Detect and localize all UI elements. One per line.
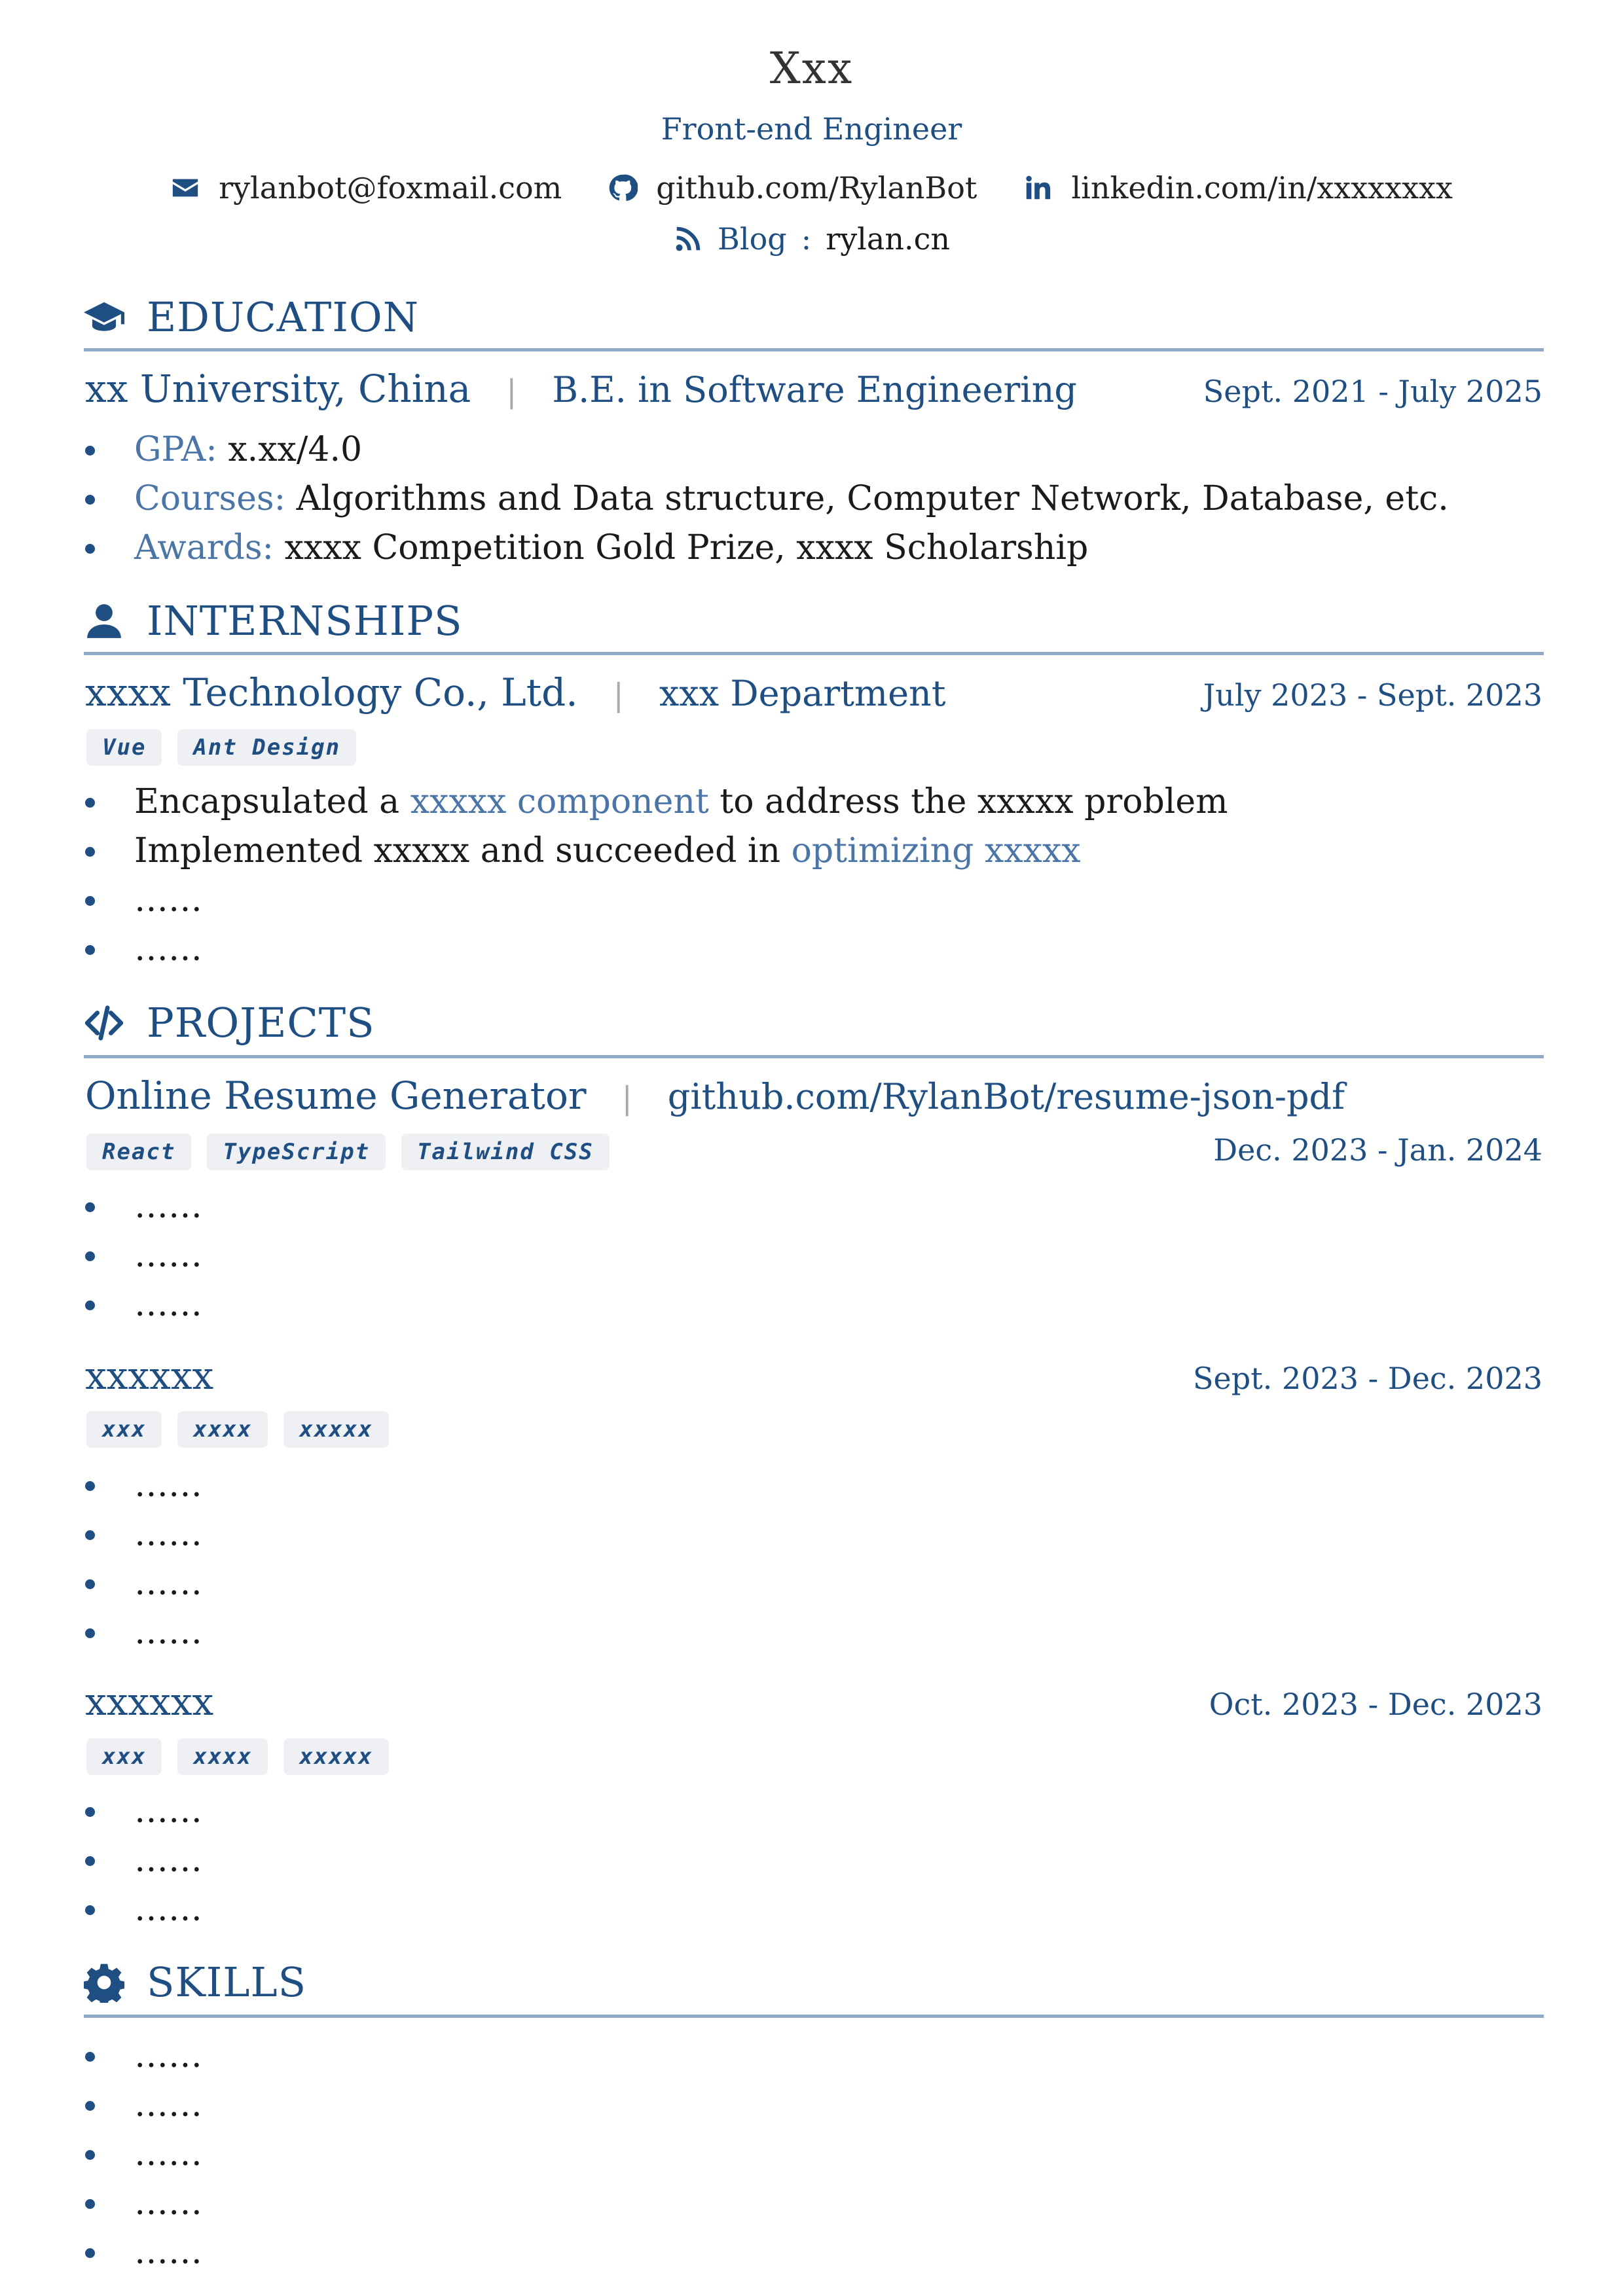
projects-rule [84, 1055, 1544, 1058]
internships-heading [84, 597, 1544, 645]
project-entry [85, 1073, 1542, 1118]
list-item: …… [85, 1510, 1542, 1559]
education-entry [85, 367, 1542, 411]
tech-tag: TypeScript [207, 1134, 386, 1170]
rss-icon [673, 224, 703, 254]
blog-separator: : [801, 221, 812, 257]
department: xxx Department [659, 673, 946, 714]
job-title: Front-end Engineer [661, 111, 962, 147]
degree: B.E. in Software Engineering [552, 369, 1077, 410]
project-list [85, 1461, 1542, 1657]
contact-linkedin[interactable] [1023, 170, 1453, 206]
list-item: …… [85, 1608, 1542, 1657]
linkedin-icon [1023, 173, 1053, 203]
blog-label: Blog [718, 221, 787, 257]
gear-icon [84, 1962, 124, 2003]
project-date: Dec. 2023 - Jan. 2024 [1213, 1132, 1542, 1168]
item-text: Algorithms and Data structure, Computer Network, Database, etc. [296, 479, 1449, 518]
list-item: …… [85, 2081, 1542, 2130]
project-tags [86, 1411, 389, 1448]
code-icon [84, 1003, 124, 1043]
project-date-row [85, 1132, 1542, 1168]
education-title: EDUCATION [147, 293, 419, 341]
item-text: xxxx Competition Gold Prize, xxxx Scholarship [284, 528, 1089, 567]
candidate-name: Xxx [769, 43, 854, 94]
list-item [85, 925, 1542, 974]
skills-list [85, 2032, 1542, 2277]
project-entry [85, 1679, 1542, 1724]
company-name: xxxx Technology Co., Ltd. [85, 670, 578, 715]
envelope-icon [170, 173, 200, 203]
tech-tag: xxx [86, 1411, 162, 1448]
tech-tag: xxxxx [283, 1411, 388, 1448]
internship-list [85, 778, 1542, 974]
separator: | [506, 373, 517, 410]
list-item [85, 425, 1542, 475]
project-tags [86, 1738, 389, 1775]
list-item: …… [85, 1461, 1542, 1510]
internship-tags [86, 729, 356, 766]
project-link[interactable]: github.com/RylanBot/resume-json-pdf [667, 1076, 1345, 1117]
list-item: …… [85, 2179, 1542, 2228]
list-item: …… [85, 1836, 1542, 1885]
tech-tag: xxxx [177, 1738, 268, 1775]
list-item [85, 778, 1542, 827]
tech-tag: xxx [86, 1738, 162, 1775]
item-label: Courses: [134, 479, 286, 518]
skills-title: SKILLS [147, 1958, 307, 2006]
skills-rule [84, 2015, 1544, 2018]
school-name: xx University, China [85, 367, 471, 411]
projects-title: PROJECTS [147, 999, 375, 1047]
internship-entry [85, 670, 1542, 715]
list-item: …… [85, 1182, 1542, 1231]
item-label: Awards: [134, 528, 274, 567]
list-item: …… [85, 2130, 1542, 2179]
project-date: Oct. 2023 - Dec. 2023 [1209, 1687, 1542, 1722]
blog-text: rylan.cn [826, 221, 950, 257]
tech-tag: xxxxx [283, 1738, 388, 1775]
contact-row [0, 170, 1623, 206]
project-name: xxxxxx [85, 1354, 214, 1398]
list-item: …… [85, 1231, 1542, 1280]
blog-row [0, 221, 1623, 257]
skills-heading [84, 1958, 1544, 2006]
education-date: Sept. 2021 - July 2025 [1203, 374, 1542, 409]
list-item: …… [85, 1787, 1542, 1836]
separator: | [613, 677, 624, 713]
project-date: Sept. 2023 - Dec. 2023 [1193, 1361, 1542, 1396]
project-name: xxxxxx [85, 1679, 214, 1724]
graduation-cap-icon [84, 297, 124, 338]
item-label: GPA: [134, 430, 217, 469]
separator: | [621, 1080, 632, 1117]
list-item: …… [85, 1559, 1542, 1608]
education-list [85, 425, 1542, 573]
item-text: x.xx/4.0 [228, 430, 363, 469]
github-icon [608, 173, 638, 203]
education-heading [84, 293, 1544, 341]
projects-heading [84, 999, 1544, 1047]
list-item [85, 475, 1542, 524]
contact-email[interactable] [170, 170, 562, 206]
tech-tag: Vue [86, 729, 162, 766]
list-item [85, 524, 1542, 573]
item-text: Encapsulated a [134, 782, 410, 821]
contact-blog[interactable] [673, 221, 950, 257]
user-icon [84, 601, 124, 641]
project-entry [85, 1354, 1542, 1398]
linkedin-text: linkedin.com/in/xxxxxxxx [1071, 170, 1453, 206]
internships-rule [84, 652, 1544, 655]
internships-title: INTERNSHIPS [147, 597, 463, 645]
item-highlight: optimizing xxxxx [791, 831, 1081, 870]
item-highlight: xxxxx component [410, 782, 709, 821]
item-text: …… [134, 929, 202, 969]
project-name: Online Resume Generator [85, 1073, 587, 1118]
contact-github[interactable] [608, 170, 977, 206]
list-item: …… [85, 1280, 1542, 1329]
project-list [85, 1787, 1542, 1934]
list-item: …… [85, 2032, 1542, 2081]
list-item: …… [85, 2228, 1542, 2277]
project-list [85, 1182, 1542, 1329]
list-item [85, 876, 1542, 925]
tech-tag: React [86, 1134, 191, 1170]
github-text: github.com/RylanBot [656, 170, 977, 206]
item-text: Implemented xxxxx and succeeded in [134, 831, 792, 870]
list-item: …… [85, 1885, 1542, 1934]
education-rule [84, 348, 1544, 351]
list-item [85, 827, 1542, 876]
tech-tag: xxxx [177, 1411, 268, 1448]
item-text: to address the xxxxx problem [708, 782, 1228, 821]
tech-tag: Ant Design [177, 729, 356, 766]
item-text: …… [134, 880, 202, 920]
email-text: rylanbot@foxmail.com [219, 170, 562, 206]
internship-date: July 2023 - Sept. 2023 [1203, 677, 1542, 713]
tech-tag: Tailwind CSS [401, 1134, 610, 1170]
